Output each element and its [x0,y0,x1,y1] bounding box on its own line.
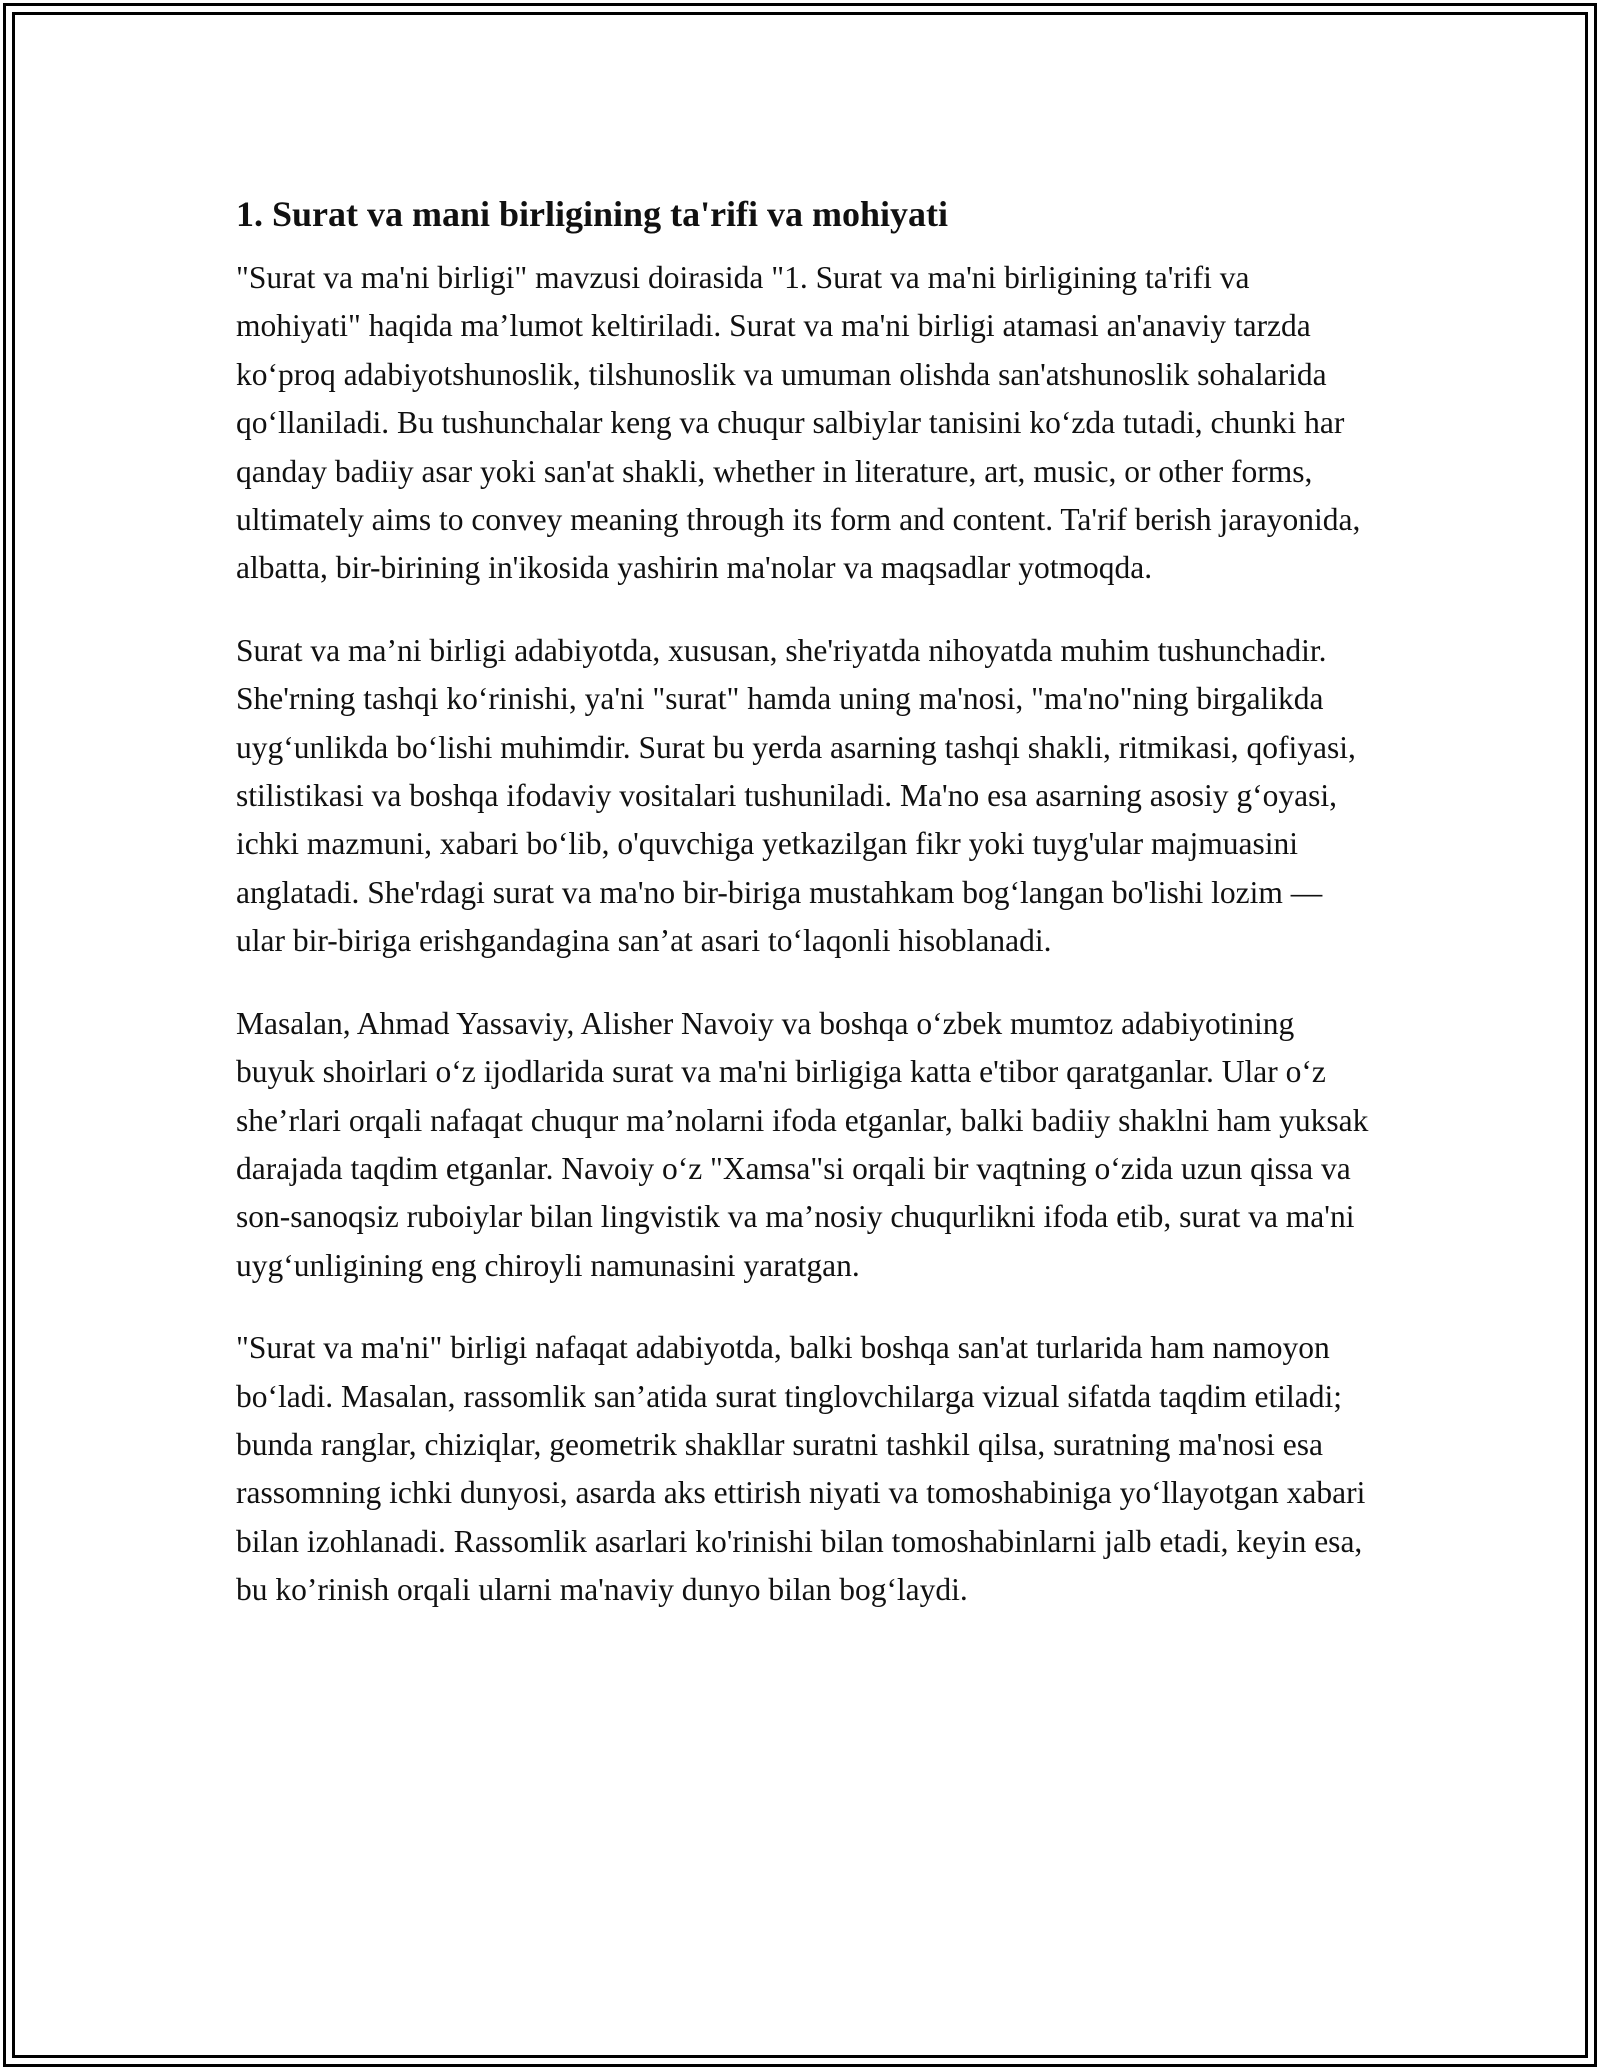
section-heading: 1. Surat va mani birligining ta'rifi va mohiyati [236,194,949,234]
paragraph-1: "Surat va ma'ni birligi" mavzusi doirasida "1. Surat va ma'ni birligining ta'rifi va mohiyati" haqida ma’lumot keltiriladi. Surat va ma'ni birligi atamasi an'anaviy tarzda ko‘proq adabiyotshunoslik, tilshunoslik va umuman olishda san'atshunoslik sohalarida qo‘llaniladi. Bu tushunchalar keng va chuqur salbiylar tanisini ko‘zda tutadi, chunki har qanday badiiy asar yoki san'at shakli, whether in literature, art, music, or other forms, ultimately aims to convey meaning through its form and content. Ta'rif berish jarayonida, albatta, bir-birining in'ikosida yashirin ma'nolar va maqsadlar yotmoqda. [236,260,1361,586]
paragraph-2: Surat va ma’ni birligi adabiyotda, xususan, she'riyatda nihoyatda muhim tushunchadir. She'rning tashqi ko‘rinishi, ya'ni "surat" hamda uning ma'nosi, "ma'no"ning birgalikda uyg‘unlikda bo‘lishi muhimdir. Surat bu yerda asarning tashqi shakli, ritmikasi, qofiyasi, stilistikasi va boshqa ifodaviy vositalari tushuniladi. Ma'no esa asarning asosiy g‘oyasi, ichki mazmuni, xabari bo‘lib, o'quvchiga yetkazilgan fikr yoki tuyg'ular majmuasini anglatadi. She'rdagi surat va ma'no bir-biriga mustahkam bog‘langan bo'lishi lozim — ular bir-biriga erishgandagina san’at asari to‘laqonli hisoblanadi. [236,632,1356,959]
paragraph-3: Masalan, Ahmad Yassaviy, Alisher Navoiy va boshqa o‘zbek mumtoz adabiyotining buyuk shoirlari o‘z ijodlarida surat va ma'ni birligiga katta e'tibor qaratganlar. Ular o‘z she’rlari orqali nafaqat chuqur ma’nolarni ifoda etganlar, balki badiiy shaklni ham yuksak darajada taqdim etganlar. Navoiy o‘z "Xamsa"si orqali bir vaqtning o‘zida uzun qissa va son-sanoqsiz ruboiylar bilan lingvistik va ma’nosiy chuqurlikni ifoda etib, surat va ma'ni uyg‘unligining eng chiroyli namunasini yaratgan. [236,1005,1369,1283]
paragraph-4: "Surat va ma'ni" birligi nafaqat adabiyotda, balki boshqa san'at turlarida ham namoyon bo‘ladi. Masalan, rassomlik san’atida surat tinglovchilarga vizual sifatda taqdim etiladi; bunda ranglar, chiziqlar, geometrik shakllar suratni tashkil qilsa, suratning ma'nosi esa rassomning ichki dunyosi, asarda aks ettirish niyati va tomoshabiniga yo‘llayotgan xabari bilan izohlanadi. Rassomlik asarlari ko'rinishi bilan tomoshabinlarni jalb etadi, keyin esa, bu ko’rinish orqali ularni ma'naviy dunyo bilan bog‘laydi. [236,1330,1366,1608]
document-body [236,188,1376,1649]
